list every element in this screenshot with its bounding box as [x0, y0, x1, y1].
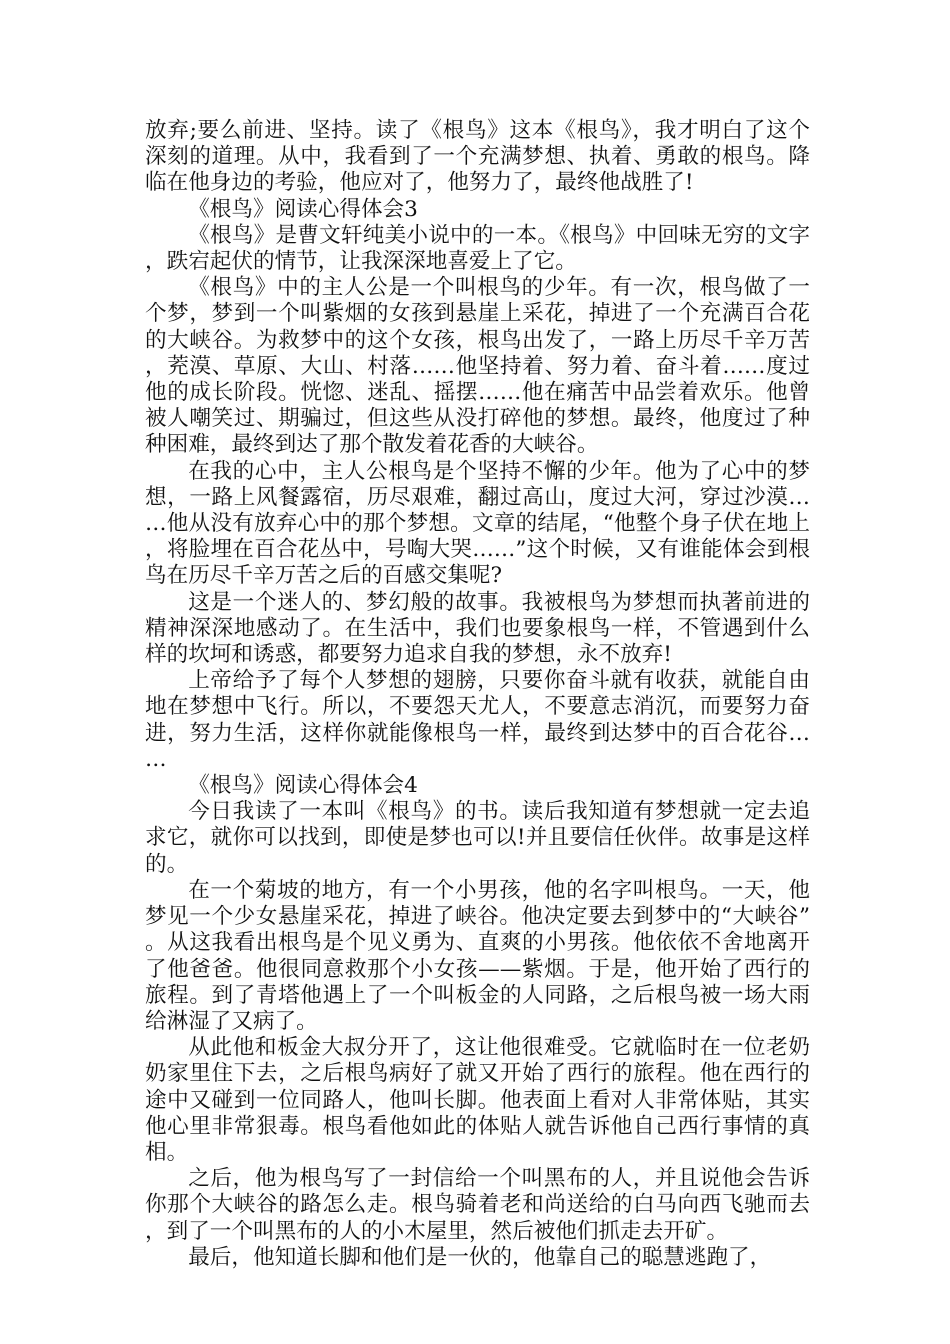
paragraph: 今日我读了一本叫《根鸟》的书。读后我知道有梦想就一定去追求它，就你可以找到，即使是梦也可以!并且要信任伙伴。故事是这样的。: [145, 799, 810, 877]
paragraph: 上帝给予了每个人梦想的翅膀，只要你奋斗就有收获，就能自由地在梦想中飞行。所以，不要怨天尤人，不要意志消沉，而要努力奋进，努力生活，这样你就能像根鸟一样，最终到达梦中的百合花谷……: [145, 668, 810, 772]
paragraph: 这是一个迷人的、梦幻般的故事。我被根鸟为梦想而执著前进的精神深深地感动了。在生活中，我们也要象根鸟一样，不管遇到什么样的坎坷和诱惑，都要努力追求自我的梦想，永不放弃!: [145, 589, 810, 668]
section-heading: 《根鸟》阅读心得体会4: [188, 773, 418, 799]
document-page: [145, 118, 810, 1271]
paragraph: 从此他和板金大叔分开了，这让他很难受。它就临时在一位老奶奶家里住下去，之后根鸟病好了就又开始了西行的旅程。他在西行的途中又碰到一位同路人，他叫长脚。他表面上看对人非常体贴，其实他心里非常狠毒。根鸟看他如此的体贴人就告诉他自己西行事情的真相。: [145, 1035, 810, 1165]
section-heading: 《根鸟》阅读心得体会3: [188, 196, 418, 222]
paragraph: 最后，他知道长脚和他们是一伙的，他靠自己的聪慧逃跑了，: [188, 1244, 772, 1270]
paragraph: 在一个菊坡的地方，有一个小男孩，他的名字叫根鸟。一天，他梦见一个少女悬崖采花，掉进了峡谷。他决定要去到梦中的“大峡谷”。从这我看出根鸟是个见义勇为、直爽的小男孩。他依依不舍地离开了他爸爸。他很同意救那个小女孩——紫烟。于是，他开始了西行的旅程。到了青塔他遇上了一个叫板金的人同路，之后根鸟被一场大雨给淋湿了又病了。: [145, 877, 810, 1034]
paragraph: 之后，他为根鸟写了一封信给一个叫黑布的人，并且说他会告诉你那个大峡谷的路怎么走。根鸟骑着老和尚送给的白马向西飞驰而去，到了一个叫黑布的人的小木屋里，然后被他们抓走去开矿。: [145, 1166, 810, 1244]
paragraph: 《根鸟》中的主人公是一个叫根鸟的少年。有一次，根鸟做了一个梦，梦到一个叫紫烟的女孩到悬崖上采花，掉进了一个充满百合花的大峡谷。为救梦中的这个女孩，根鸟出发了，一路上历尽千辛万苦，茺漠、草原、大山、村落……他坚持着、努力着、奋斗着……度过他的成长阶段。恍惚、迷乱、摇摆……他在痛苦中品尝着欢乐。他曾被人嘲笑过、期骗过，但这些从没打碎他的梦想。最终，他度过了种种困难，最终到达了那个散发着花香的大峡谷。: [145, 275, 810, 458]
paragraph: 放弃;要么前进、坚持。读了《根鸟》这本《根鸟》，我才明白了这个深刻的道理。从中，我看到了一个充满梦想、执着、勇敢的根鸟。降临在他身边的考验，他应对了，他努力了，最终他战胜了!: [145, 118, 810, 196]
paragraph: 在我的心中，主人公根鸟是个坚持不懈的少年。他为了心中的梦想，一路上风餐露宿，历尽艰难，翻过高山，度过大河，穿过沙漠……他从没有放弃心中的那个梦想。文章的结尾，“他整个身子伏在地上，将脸埋在百合花丛中，号啕大哭……”这个时候，又有谁能体会到根鸟在历尽千辛万苦之后的百感交集呢?: [145, 458, 810, 589]
paragraph: 《根鸟》是曹文轩纯美小说中的一本。《根鸟》中回味无穷的文字，跌宕起伏的情节，让我深深地喜爱上了它。: [145, 222, 810, 275]
